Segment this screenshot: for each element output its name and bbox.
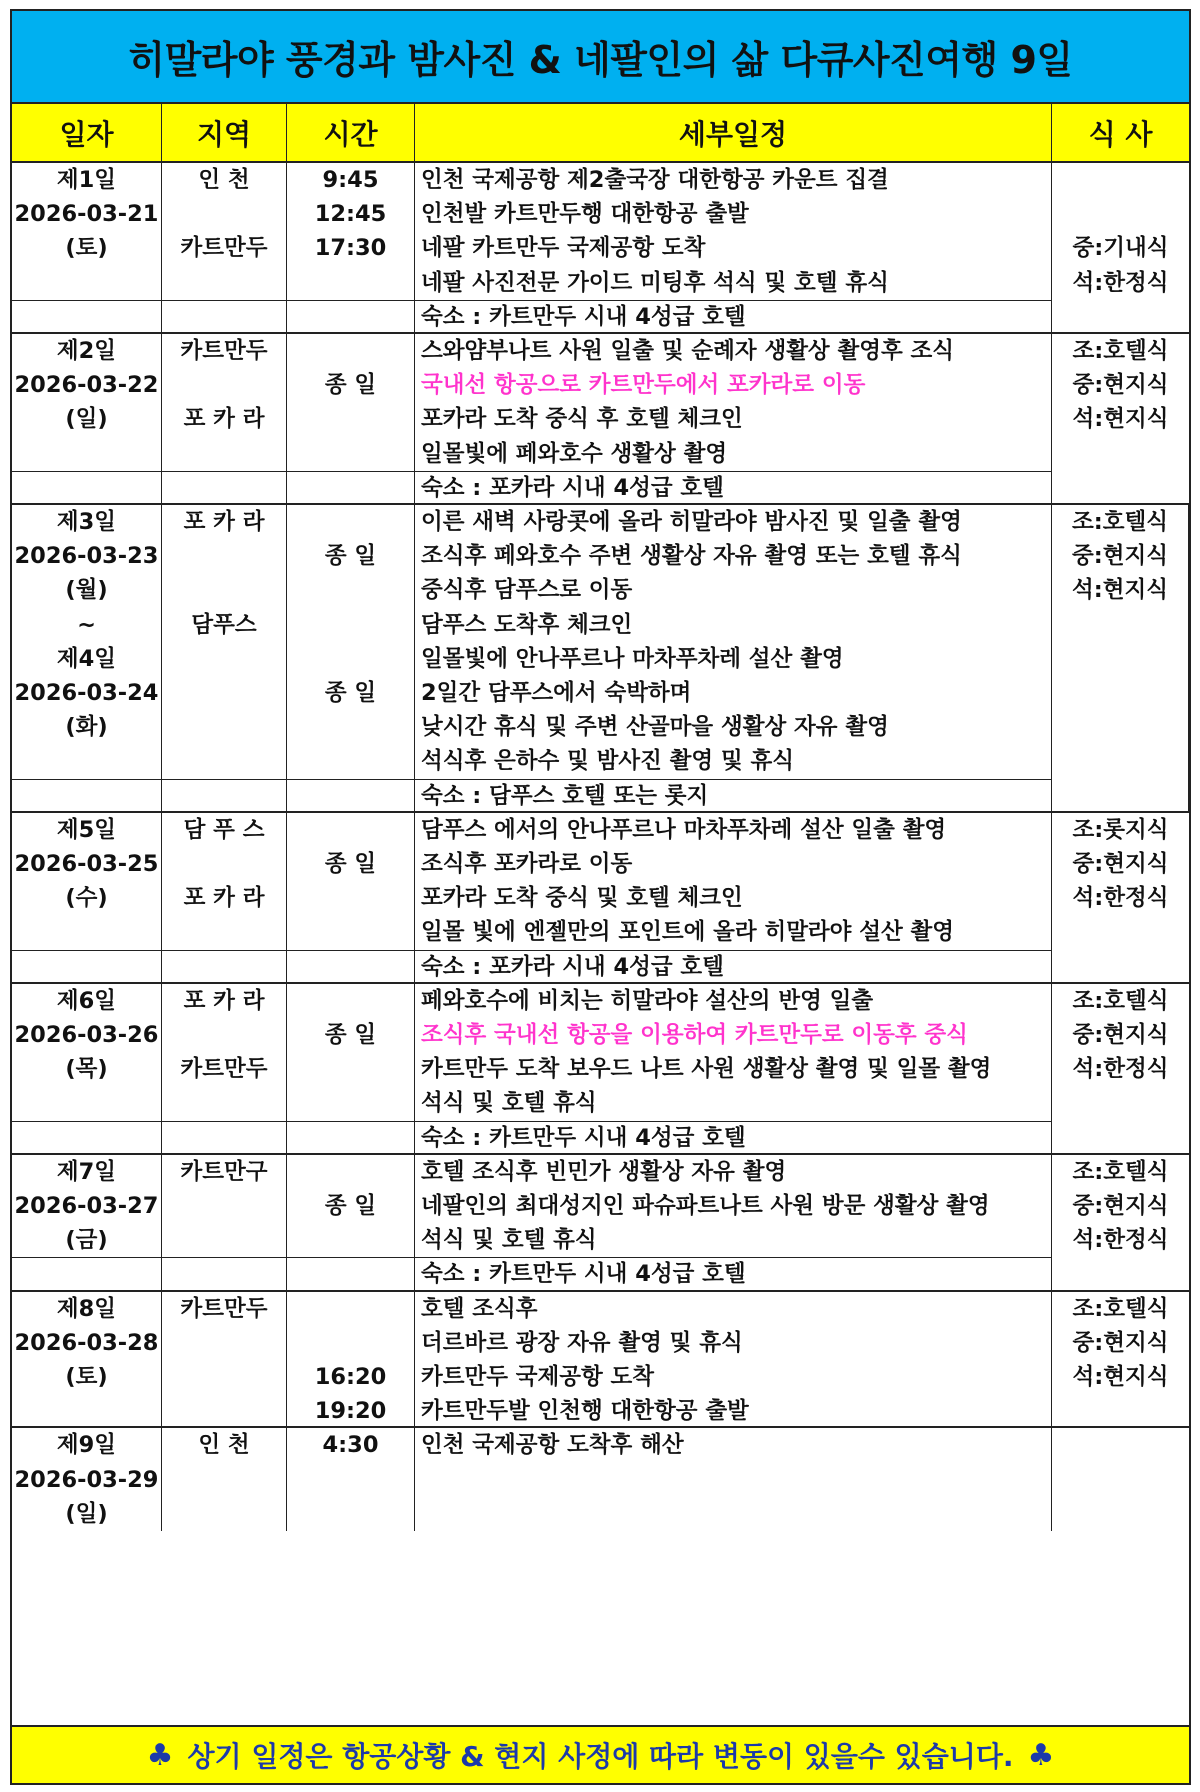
date-text: 2026-03-29 (14, 1466, 159, 1493)
meals-cell (1052, 1428, 1189, 1531)
day-block (12, 813, 1189, 984)
time-text (287, 982, 414, 1021)
region-text (162, 366, 286, 405)
time-text: 종 일 (324, 372, 377, 399)
meals-cell (1052, 334, 1189, 503)
row-divider (415, 950, 1051, 951)
region-text: 카트만두 (180, 1295, 268, 1322)
club-icon: ♣ (146, 1737, 174, 1773)
meal-text: 조:호텔식 (1072, 1158, 1169, 1185)
region-text: 담푸스 (191, 611, 257, 638)
schedule-item: 국내선 항공으로 카트만두에서 포카라로 이동 (421, 372, 866, 399)
meal-text: 조:호텔식 (1072, 509, 1168, 535)
date-text: 제2일 (56, 338, 117, 364)
time-text (287, 811, 414, 850)
date-text: (화) (65, 714, 108, 741)
region-text: 포 카 라 (183, 406, 265, 433)
schedule-item: 조식후 페와호수 주변 생활상 자유 촬영 또는 호텔 휴식 (421, 543, 962, 570)
date-text: 제6일 (56, 987, 117, 1014)
details-cell (415, 1292, 1052, 1427)
meal-text: 석:한정식 (1072, 1227, 1169, 1254)
time-text (287, 332, 414, 371)
row-divider (287, 1121, 414, 1122)
time-cell (287, 163, 415, 332)
day-block (12, 334, 1189, 505)
time-cell (287, 1428, 415, 1531)
region-text: 카트만두 (180, 235, 268, 262)
schedule-item: 네팔 사진전문 가이드 미팅후 석식 및 호텔 휴식 (421, 269, 889, 296)
row-divider (162, 1121, 286, 1122)
date-text: 2026-03-26 (14, 1021, 159, 1048)
details-cell (415, 505, 1052, 811)
row-divider (415, 779, 1051, 780)
region-text: 카트만두 (180, 338, 268, 364)
schedule-item: 석식 및 호텔 휴식 (421, 1090, 597, 1117)
schedule-item: 중식후 담푸스로 이동 (421, 577, 633, 604)
date-cell (12, 1155, 162, 1290)
row-divider (12, 950, 161, 951)
schedule-item: 페와호수에 비치는 히말라야 설산의 반영 일출 (421, 987, 874, 1014)
row-divider (12, 779, 161, 780)
time-text: 종 일 (324, 850, 377, 877)
meals-cell (1052, 813, 1189, 982)
row-divider (162, 1257, 286, 1258)
date-cell (12, 813, 162, 982)
date-text: 2026-03-23 (14, 543, 159, 570)
time-cell (287, 1155, 415, 1290)
day-block (12, 505, 1189, 813)
date-text: (월) (65, 577, 108, 604)
schedule-item: 석식후 은하수 및 밤사진 촬영 및 휴식 (421, 748, 795, 775)
day-block (12, 984, 1189, 1155)
header-region: 지역 (162, 104, 287, 161)
time-text: 종 일 (324, 680, 377, 706)
date-text: 제8일 (56, 1295, 117, 1322)
header-date: 일자 (12, 104, 162, 161)
schedule-item: 호텔 조식후 빈민가 생활상 자유 촬영 (421, 1158, 787, 1185)
meal-text: 조:롯지식 (1072, 816, 1169, 843)
date-cell (12, 334, 162, 503)
time-cell (287, 813, 415, 982)
region-text (162, 1016, 286, 1055)
time-text: 16:20 (314, 1363, 387, 1390)
time-text (287, 606, 414, 645)
date-text: 2026-03-28 (14, 1329, 159, 1356)
meal-text: 조:호텔식 (1072, 338, 1169, 364)
date-text: (일) (65, 1500, 108, 1527)
time-cell (287, 1292, 415, 1427)
meals-cell (1052, 1292, 1189, 1427)
region-text (162, 195, 286, 234)
region-text: 포 카 라 (183, 509, 265, 535)
row-divider (415, 471, 1051, 472)
meal-text (1052, 195, 1189, 234)
schedule-item: 인천 국제공항 제2출국장 대한항공 카운트 집결 (421, 167, 889, 193)
schedule-item: 네팔인의 최대성지인 파슈파트나트 사원 방문 생활상 촬영 (421, 1192, 990, 1219)
time-text: 종 일 (324, 1021, 377, 1048)
region-text: 인 천 (198, 1432, 250, 1459)
region-text: 인 천 (198, 167, 250, 193)
details-cell (415, 334, 1052, 503)
schedule-item: 조식후 포카라로 이동 (421, 850, 633, 877)
row-divider (162, 300, 286, 301)
meal-text: 석:한정식 (1072, 885, 1169, 912)
footer-note (12, 1725, 1189, 1783)
row-divider (12, 471, 161, 472)
schedule-item: 담푸스 에서의 안나푸르나 마차푸차레 설산 일출 촬영 (421, 816, 947, 843)
schedule-item: 일몰빛에 페와호수 생활상 촬영 (421, 440, 728, 467)
row-divider (415, 300, 1051, 301)
date-text: 2026-03-21 (14, 201, 159, 228)
schedule-item: 포카라 도착 중식 후 호텔 체크인 (421, 406, 743, 433)
schedule-item: 인천발 카트만두행 대한항공 출발 (421, 201, 749, 228)
itinerary-sheet (10, 9, 1191, 1785)
region-text: 포 카 라 (183, 987, 265, 1014)
row-divider (287, 779, 414, 780)
date-text: (일) (65, 406, 108, 433)
date-text: 제3일 (56, 509, 117, 535)
region-text: 카트만두 (180, 1056, 268, 1083)
date-text: (토) (65, 235, 108, 262)
region-cell (162, 984, 287, 1153)
schedule-item: 석식 및 호텔 휴식 (421, 1227, 597, 1254)
schedule-item: 조식후 국내선 항공을 이용하여 카트만두로 이동후 중식 (421, 1021, 968, 1048)
date-text: (토) (65, 1363, 108, 1390)
day-block (12, 1292, 1189, 1429)
lodging-text: 숙소 : 담푸스 호텔 또는 롯지 (421, 782, 709, 809)
region-text (162, 845, 286, 884)
club-icon: ♣ (1027, 1737, 1055, 1773)
meals-cell (1052, 984, 1189, 1153)
region-cell (162, 813, 287, 982)
date-text: (금) (65, 1227, 108, 1254)
row-divider (12, 1257, 161, 1258)
row-divider (162, 779, 286, 780)
lodging-text: 숙소 : 카트만두 시내 4성급 호텔 (421, 1261, 746, 1288)
schedule-item: 네팔 카트만두 국제공항 도착 (421, 235, 706, 262)
row-divider (162, 950, 286, 951)
day-block (12, 163, 1189, 334)
schedule-item: 더르바르 광장 자유 촬영 및 휴식 (421, 1329, 743, 1356)
row-divider (12, 300, 161, 301)
header-meals: 식 사 (1088, 117, 1153, 151)
lodging-text: 숙소 : 포카라 시내 4성급 호텔 (421, 474, 724, 501)
time-text (287, 1324, 414, 1363)
region-cell (162, 1155, 287, 1290)
date-cell (12, 163, 162, 332)
date-text: 제1일 (56, 167, 117, 193)
schedule-item: 호텔 조식후 (421, 1295, 538, 1322)
region-cell (162, 1428, 287, 1531)
meal-text: 석:한정식 (1072, 269, 1169, 296)
row-divider (287, 471, 414, 472)
date-text: 제5일 (56, 816, 117, 843)
details-cell (415, 163, 1052, 332)
date-text: 제9일 (56, 1432, 117, 1459)
date-text: (목) (65, 1056, 108, 1083)
row-divider (12, 1121, 161, 1122)
row-divider (415, 1257, 1051, 1258)
schedule-item: 포카라 도착 중식 및 호텔 체크인 (421, 885, 743, 912)
row-divider (287, 300, 414, 301)
region-cell (162, 505, 287, 811)
row-divider (287, 950, 414, 951)
time-cell (287, 505, 415, 811)
lodging-text: 숙소 : 포카라 시내 4성급 호텔 (421, 953, 724, 980)
region-text: 카트만구 (180, 1158, 268, 1185)
meals-cell (1052, 505, 1189, 811)
region-text: 담 푸 스 (183, 816, 265, 843)
schedule-item: 카트만두 국제공항 도착 (421, 1363, 655, 1390)
row-divider (415, 1121, 1051, 1122)
date-cell (12, 1292, 162, 1427)
region-cell (162, 1292, 287, 1427)
time-text: 종 일 (324, 543, 377, 570)
time-text: 종 일 (324, 1192, 377, 1219)
date-text: 2026-03-25 (14, 850, 159, 877)
time-cell (287, 984, 415, 1153)
header-time: 시간 (287, 104, 415, 161)
schedule-item: 담푸스 도착후 체크인 (421, 611, 633, 638)
date-text: 2026-03-27 (14, 1192, 159, 1219)
schedule-item: 2일간 담푸스에서 숙박하며 (421, 680, 692, 706)
meal-text: 중:기내식 (1072, 235, 1169, 262)
time-text: 17:30 (314, 235, 387, 262)
time-text: 9:45 (322, 167, 379, 193)
time-text (287, 1153, 414, 1192)
row-divider (287, 1257, 414, 1258)
meal-text: 조:호텔식 (1072, 987, 1169, 1014)
region-cell (162, 334, 287, 503)
date-text: (수) (65, 885, 108, 912)
time-text: 12:45 (314, 201, 387, 228)
date-text: 제4일 (56, 645, 117, 672)
meal-text: 석:한정식 (1072, 1056, 1169, 1083)
meal-text: 중:현지식 (1072, 1021, 1169, 1048)
meal-text: 조:호텔식 (1072, 1295, 1169, 1322)
region-text: 포 카 라 (183, 885, 265, 912)
date-text: 2026-03-24 (14, 680, 159, 706)
time-text: 4:30 (322, 1432, 379, 1459)
meal-text: 석:현지식 (1072, 406, 1169, 433)
lodging-text: 숙소 : 카트만두 시내 4성급 호텔 (421, 303, 746, 330)
meal-text: 석:현지식 (1072, 1363, 1169, 1390)
schedule-item: 카트만두 도착 보우드 나트 사원 생활상 촬영 및 일몰 촬영 (421, 1056, 992, 1083)
header-details: 세부일정 (415, 104, 1052, 161)
time-text (287, 640, 414, 679)
details-cell (415, 1155, 1052, 1290)
row-divider (162, 471, 286, 472)
schedule-item: 이른 새벽 사랑콧에 올라 히말라야 밤사진 및 일출 촬영 (421, 509, 962, 535)
day-block (12, 1428, 1189, 1531)
details-cell (415, 1428, 1052, 1531)
footer-text: 상기 일정은 항공상황 & 현지 사정에 따라 변동이 있을수 있습니다. (187, 1740, 1014, 1773)
meals-cell (1052, 1155, 1189, 1290)
schedule-body (12, 163, 1189, 1727)
date-cell (12, 505, 162, 811)
meal-text: 석:현지식 (1072, 577, 1168, 604)
schedule-item: 일몰 빛에 엔젤만의 포인트에 올라 히말라야 설산 촬영 (421, 919, 955, 946)
meal-text: 중:현지식 (1072, 850, 1169, 877)
region-text (162, 571, 286, 610)
day-block (12, 1155, 1189, 1292)
schedule-item: 스와얌부나트 사원 일출 및 순례자 생활상 촬영후 조식 (421, 338, 955, 364)
time-text: 19:20 (314, 1398, 387, 1425)
meal-text: 중:현지식 (1072, 543, 1168, 570)
details-cell (415, 813, 1052, 982)
page-title: 히말라야 풍경과 밤사진 & 네팔인의 삶 다큐사진여행 9일 (12, 11, 1189, 104)
table-header-row (12, 104, 1189, 163)
time-cell (287, 334, 415, 503)
meal-text: 중:현지식 (1072, 372, 1169, 399)
meal-text: 중:현지식 (1072, 1329, 1169, 1356)
region-cell (162, 163, 287, 332)
lodging-text: 숙소 : 카트만두 시내 4성급 호텔 (421, 1124, 746, 1151)
region-text (162, 537, 286, 576)
date-text: 제7일 (56, 1158, 117, 1185)
schedule-item: 일몰빛에 안나푸르나 마차푸차레 설산 촬영 (421, 645, 844, 672)
meals-cell (1052, 163, 1189, 332)
meal-text: 중:현지식 (1072, 1192, 1169, 1219)
date-text: 2026-03-22 (14, 372, 159, 399)
date-cell (12, 984, 162, 1153)
details-cell (415, 984, 1052, 1153)
schedule-item: 낮시간 휴식 및 주변 산골마을 생활상 자유 촬영 (421, 714, 889, 741)
date-cell (12, 1428, 162, 1531)
time-text (287, 503, 414, 542)
meal-text (1052, 161, 1189, 200)
time-text (287, 571, 414, 610)
schedule-item: 카트만두발 인천행 대한항공 출발 (421, 1398, 749, 1425)
time-text (287, 1290, 414, 1329)
schedule-item: 인천 국제공항 도착후 해산 (421, 1432, 684, 1459)
date-text: ~ (77, 611, 96, 638)
